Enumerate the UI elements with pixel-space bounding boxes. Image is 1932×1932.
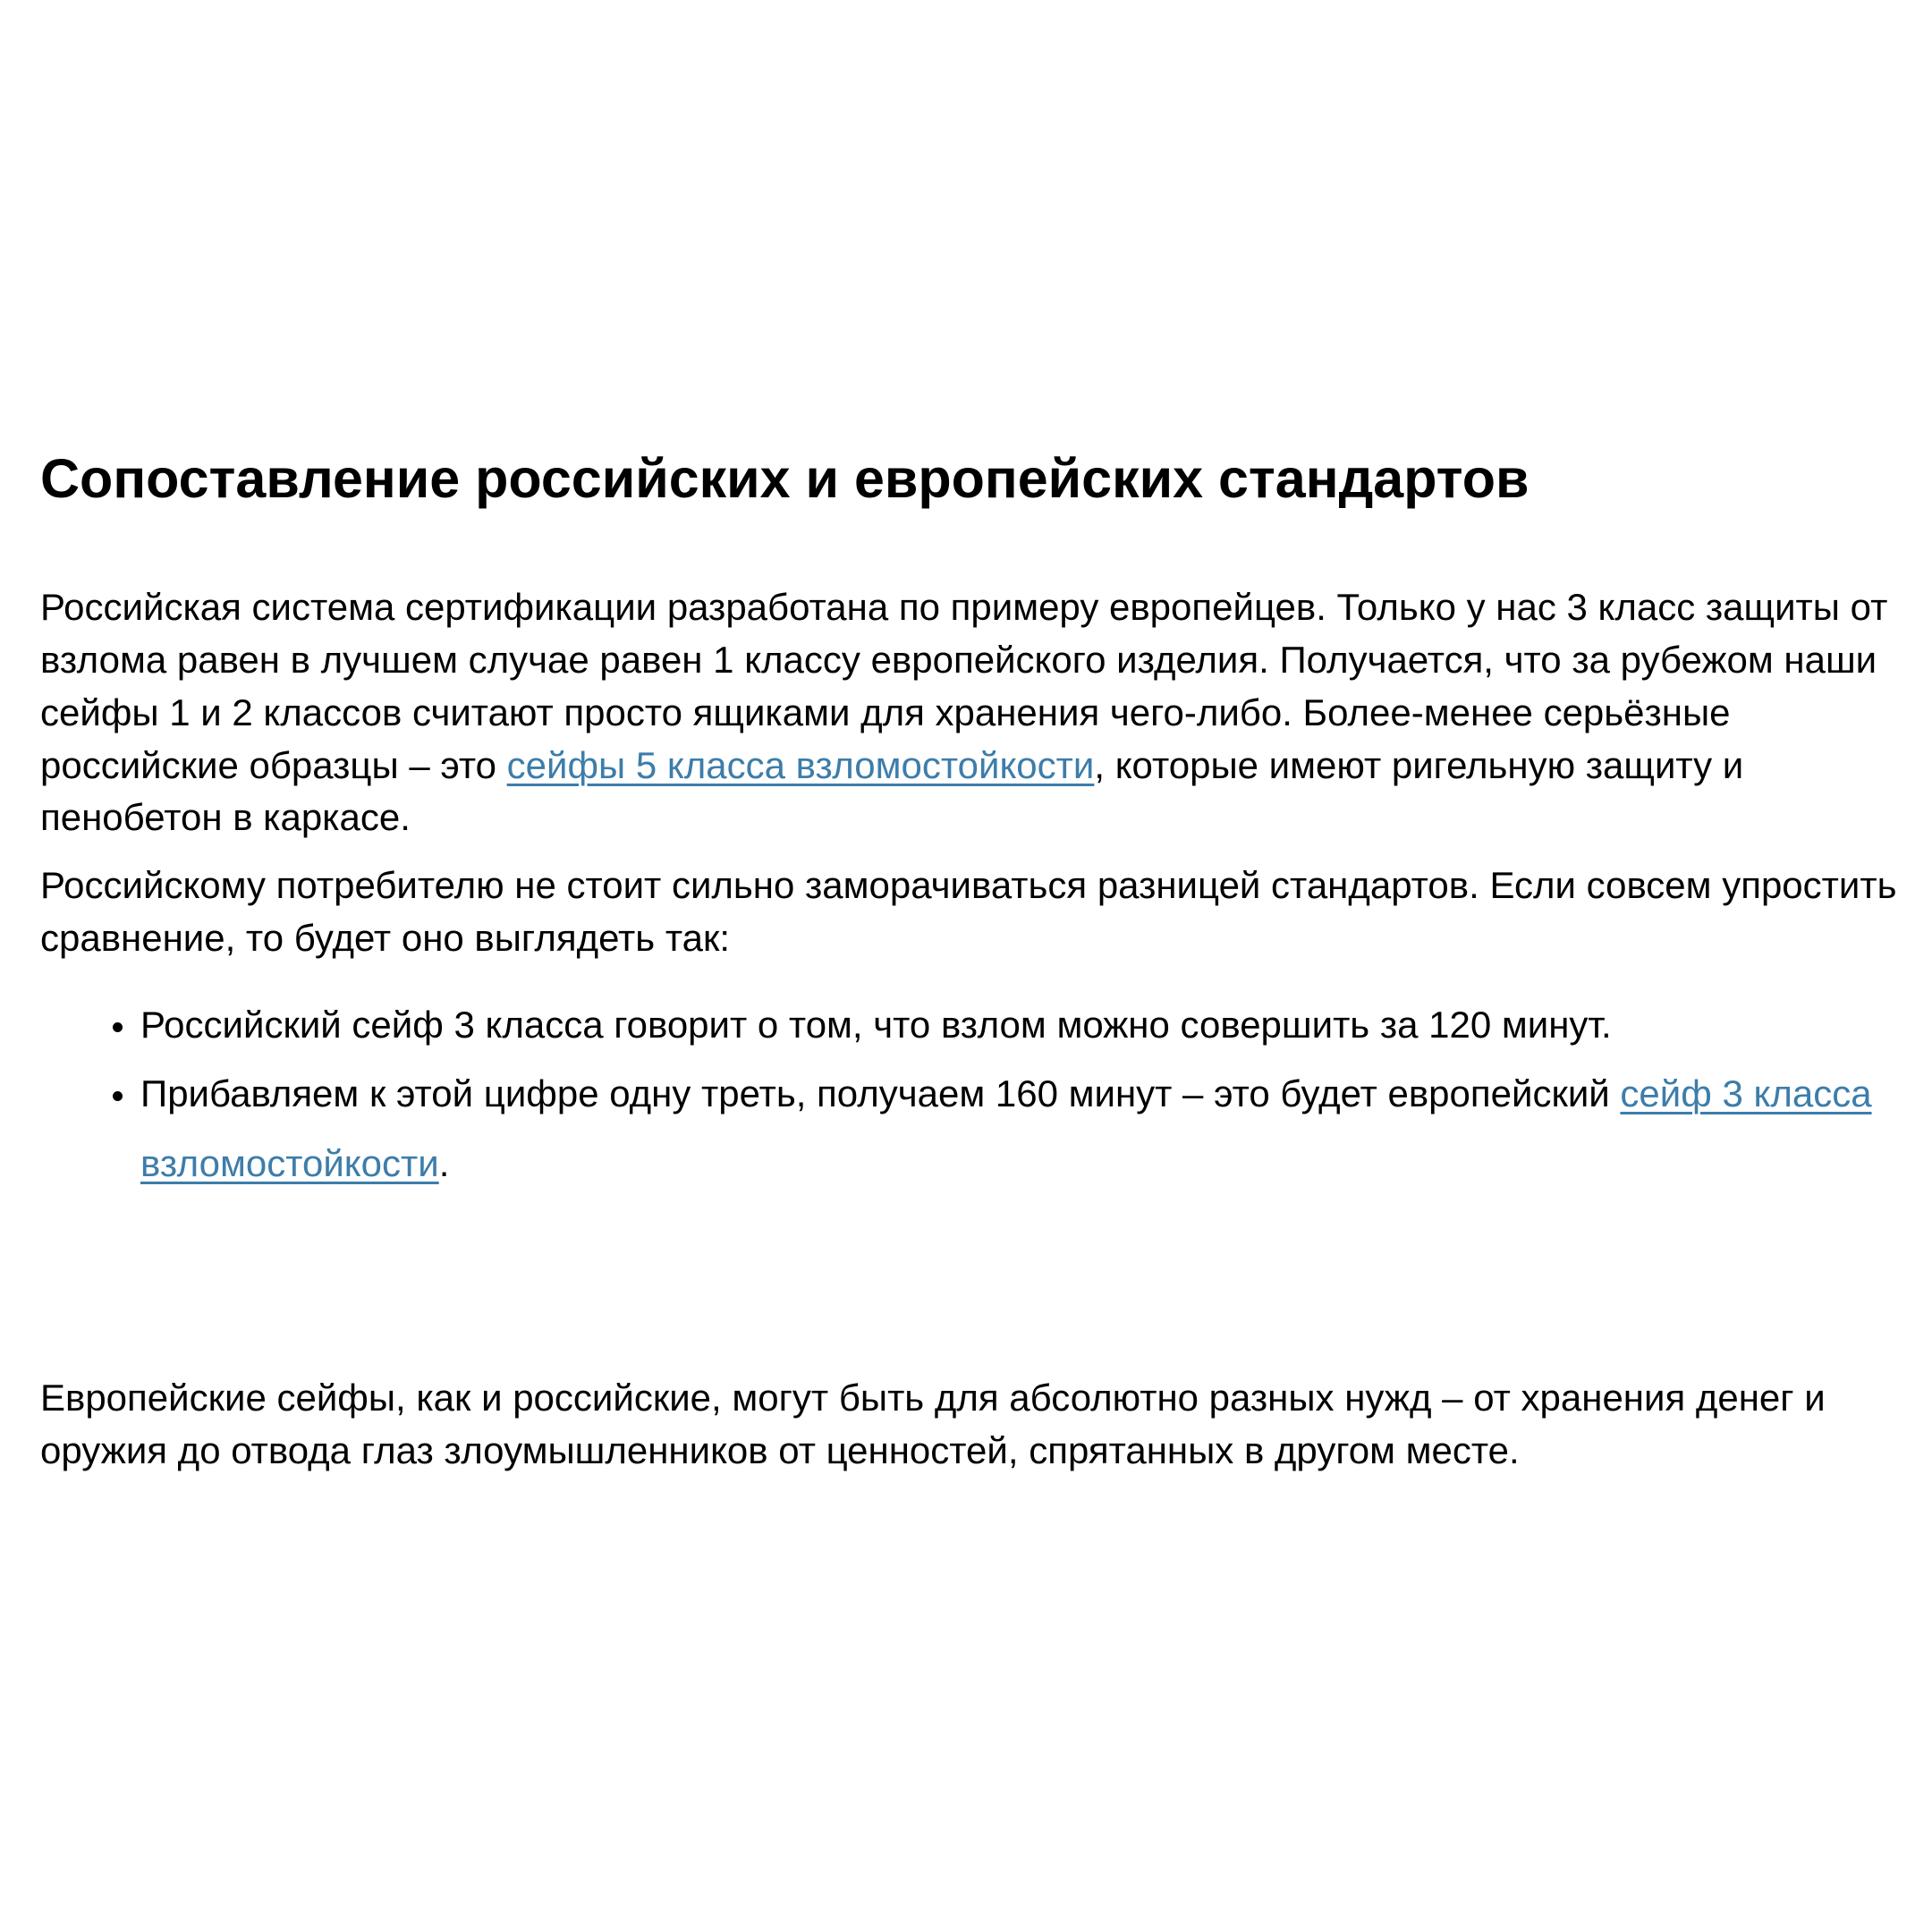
text-segment: . <box>438 1142 450 1185</box>
text-segment: Российскому потребителю не стоит сильно заморачиваться разницей стандартов. Если совсем упростить сравнение, то будет оно выглядеть так: <box>40 864 1897 959</box>
link-safe-class-3-burglary-resistance[interactable]: сейф 3 класса взломостойкости <box>140 1072 1872 1185</box>
link-safes-class-5-burglary-resistance[interactable]: сейфы 5 класса взломостойкости <box>506 743 1095 786</box>
text-segment: Российский сейф 3 класса говорит о том, что взлом можно совершить за 120 минут. <box>140 1003 1612 1046</box>
list-item-russian-safe-class-3 <box>139 990 1899 1060</box>
text-segment: Российская система сертификации разработана по примеру европейцев. Только у нас 3 класс защиты от взлома равен в лучшем случае равен 1 классу европейского изделия. Получается, что за рубежом наши сейфы 1 и 2 классов считают просто ящиками для хранения чего-либо. Более-менее серьёзные российские образцы – это <box>40 586 1888 786</box>
paragraph-consumer-advice <box>40 860 1899 965</box>
paragraph-certification-systems <box>40 581 1899 844</box>
paragraph-european-safes-purpose <box>40 1372 1899 1478</box>
page-title: Сопоставление российских и европейских стандартов <box>40 448 1530 509</box>
text-segment: Прибавляем к этой цифре одну треть, получаем 160 минут – это будет европейский <box>140 1072 1621 1115</box>
standards-comparison-list <box>40 990 1899 1199</box>
text-segment: Европейские сейфы, как и российские, могут быть для абсолютно разных нужд – от хранения денег и оружия до отвода глаз злоумышленников от ценностей, спрятанных в другом месте. <box>40 1376 1826 1471</box>
list-item-european-safe-class-3 <box>139 1059 1899 1198</box>
text-segment: , которые имеют ригельную защиту и пенобетон в каркасе. <box>40 743 1744 839</box>
